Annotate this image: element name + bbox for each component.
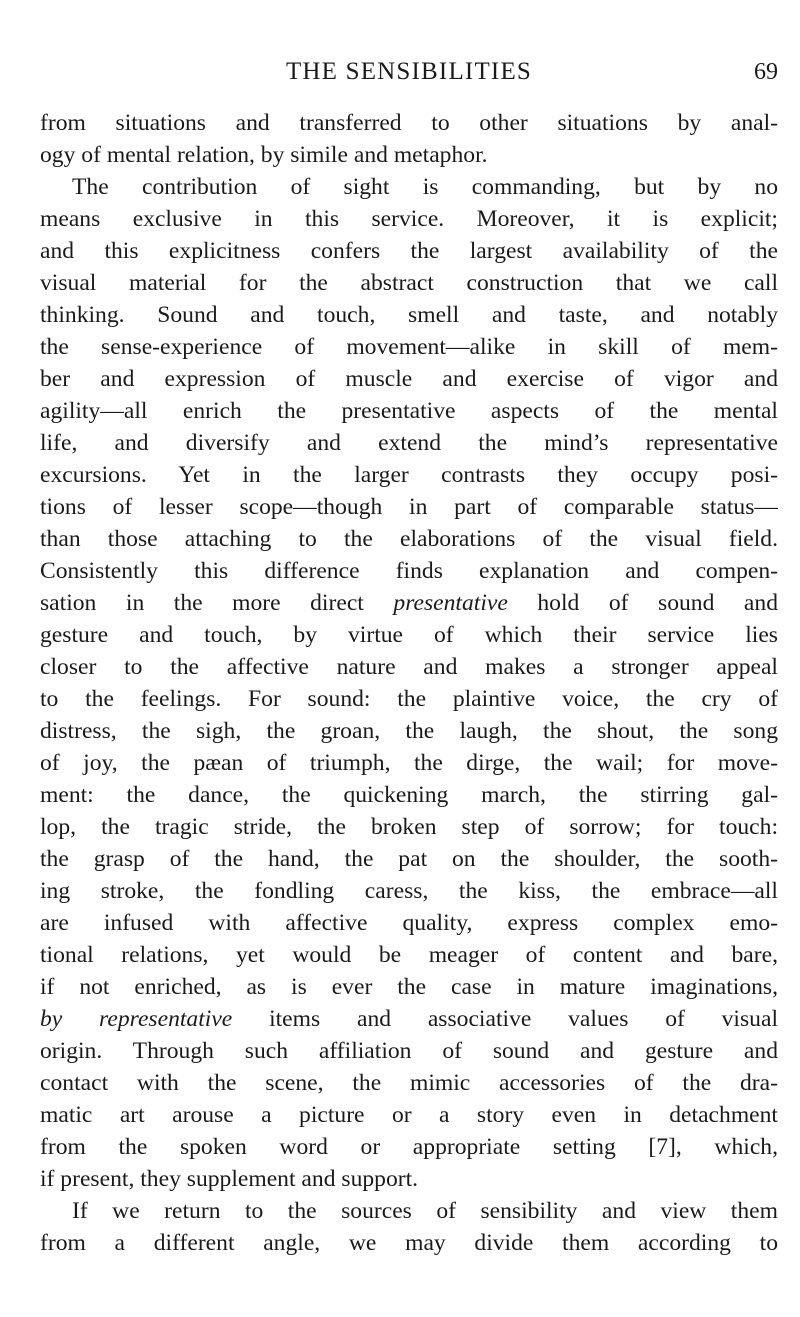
text-line: gesture and touch, by virtue of which their service lies bbox=[40, 622, 778, 648]
text-line: the sense-experience of movement—alike in skill of mem- bbox=[40, 334, 778, 360]
text-line: origin. Through such affiliation of sound and gesture and bbox=[40, 1038, 778, 1064]
text-line: to the feelings. For sound: the plaintive voice, the cry of bbox=[40, 686, 778, 712]
body-text bbox=[40, 107, 778, 1259]
text-line: ber and expression of muscle and exercise of vigor and bbox=[40, 366, 778, 392]
text-line: excursions. Yet in the larger contrasts they occupy posi- bbox=[40, 462, 778, 488]
text-line: agility—all enrich the presentative aspects of the mental bbox=[40, 398, 778, 424]
text-line: closer to the affective nature and makes a stronger appeal bbox=[40, 654, 778, 680]
text-line: Consistently this difference finds explanation and compen- bbox=[40, 558, 778, 584]
text-line: than those attaching to the elaborations of the visual field. bbox=[40, 526, 778, 552]
text-line: contact with the scene, the mimic accessories of the dra- bbox=[40, 1070, 778, 1096]
running-head: THE SENSIBILITIES bbox=[285, 58, 533, 85]
text-line: from situations and transferred to other situations by anal- bbox=[40, 110, 778, 136]
text-line: If we return to the sources of sensibility and view them bbox=[72, 1198, 778, 1224]
page-header bbox=[40, 52, 778, 92]
text-line: and this explicitness confers the largest availability of the bbox=[40, 238, 778, 264]
emphasis: by representative bbox=[40, 1006, 233, 1032]
text-line: visual material for the abstract construction that we call bbox=[40, 270, 778, 296]
emphasis: presentative bbox=[393, 590, 508, 616]
text-line: from a different angle, we may divide them according to bbox=[40, 1230, 778, 1256]
text-line: ing stroke, the fondling caress, the kiss, the embrace—all bbox=[40, 878, 778, 904]
text-line: if not enriched, as is ever the case in mature imaginations, bbox=[40, 974, 778, 1000]
text-line: ogy of mental relation, by simile and metaphor. bbox=[40, 142, 488, 168]
text-line: matic art arouse a picture or a story even in detachment bbox=[40, 1102, 778, 1128]
text-line: of joy, the pæan of triumph, the dirge, the wail; for move- bbox=[40, 750, 778, 776]
text-line: sation in the more direct presentative hold of sound and bbox=[40, 590, 778, 616]
text-line: the grasp of the hand, the pat on the shoulder, the sooth- bbox=[40, 846, 778, 872]
text-line: tions of lesser scope—though in part of comparable status— bbox=[40, 494, 778, 520]
text-line: are infused with affective quality, express complex emo- bbox=[40, 910, 778, 936]
text-line: The contribution of sight is commanding, but by no bbox=[72, 174, 778, 200]
text-line: means exclusive in this service. Moreover, it is explicit; bbox=[40, 206, 778, 232]
text-line: ment: the dance, the quickening march, the stirring gal- bbox=[40, 782, 778, 808]
text-line: distress, the sigh, the groan, the laugh, the shout, the song bbox=[40, 718, 778, 744]
text-line: lop, the tragic stride, the broken step of sorrow; for touch: bbox=[40, 814, 778, 840]
text-line: life, and diversify and extend the mind’s representative bbox=[40, 430, 778, 456]
text-line: thinking. Sound and touch, smell and taste, and notably bbox=[40, 302, 778, 328]
text-line: from the spoken word or appropriate setting [7], which, bbox=[40, 1134, 778, 1160]
page-number: 69 bbox=[754, 59, 778, 85]
text-line: by representative items and associative values of visual bbox=[40, 1006, 778, 1032]
text-line: tional relations, yet would be meager of content and bare, bbox=[40, 942, 778, 968]
text-line: if present, they supplement and support. bbox=[40, 1166, 419, 1192]
